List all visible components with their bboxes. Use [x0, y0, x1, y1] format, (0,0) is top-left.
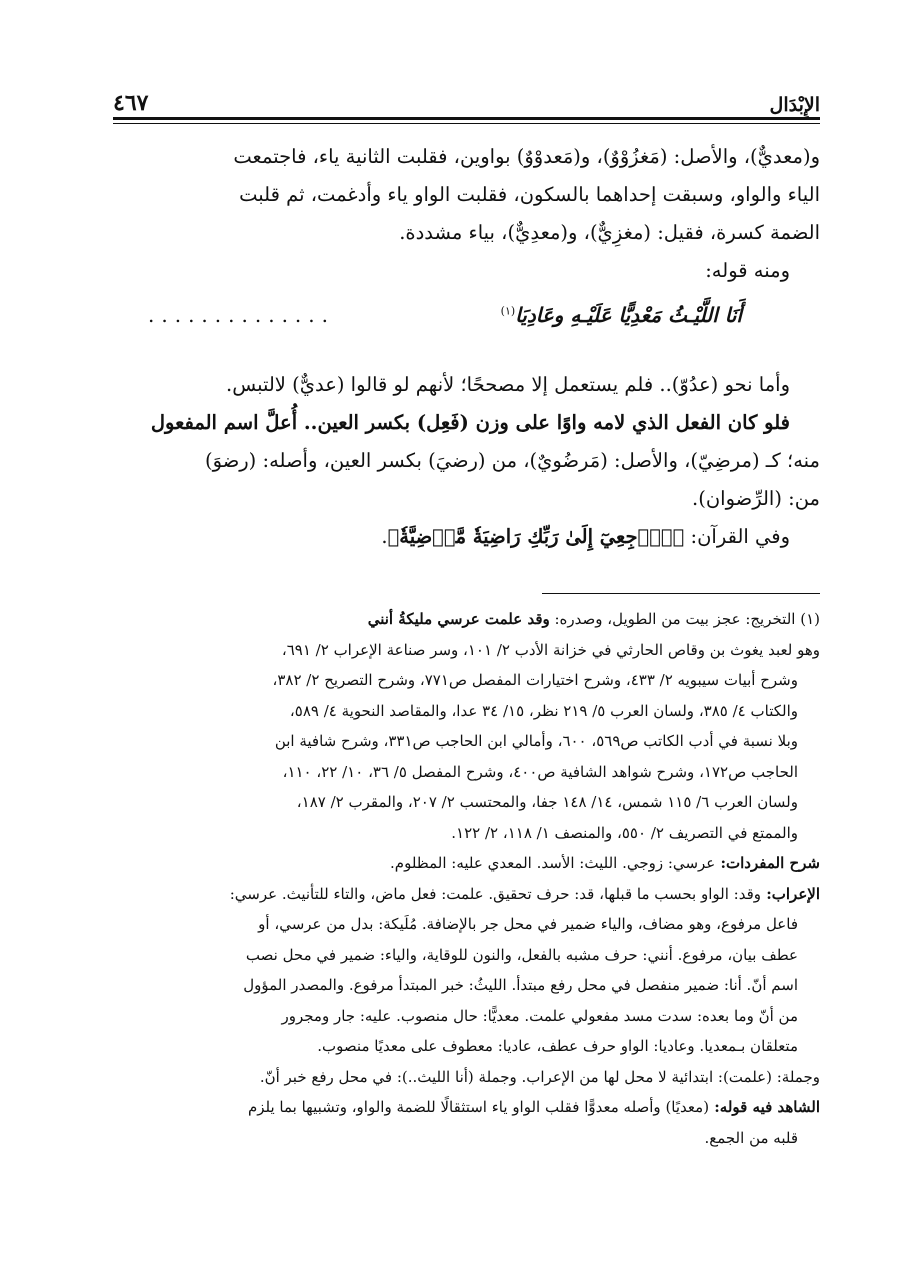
- footnote-separator: [542, 593, 820, 594]
- footnote-line: والممتع في التصريف ٢/ ٥٥٠، والمنصف ١/ ١١٨، ٢/ ١٢٢.: [451, 823, 798, 842]
- paragraph-line: وأما نحو (عدُوّ).. فلم يستعمل إلا مصححًا؛ لأنهم لو قالوا (عديٌّ) لالتبس.: [226, 373, 790, 396]
- footnote-line: متعلقان بـمعديا. وعاديا: الواو حرف عطف، عاديا: معطوف على معديًا منصوب.: [317, 1037, 798, 1055]
- page-number: ٤٦٧: [113, 90, 149, 116]
- quran-intro: وفي القرآن:: [684, 525, 790, 548]
- footnote-line: فاعل مرفوع، وهو مضاف، والياء ضمير في محل جر بالإضافة. مُلَيكة: بدل من عرسي، أو: [258, 915, 798, 933]
- shahid-text: (معديًا) وأصله معدوًّا فقلب الواو ياء استثقالًا للضمة والواو، وتشبيها بما يلزم: [247, 1098, 710, 1116]
- footnote-line: اسم أنّ. أنا: ضمير منفصل في محل رفع مبتدأ. الليثُ: خبر المبتدأ مرفوع. والمصدر المؤول: [243, 976, 798, 994]
- verse-hemistich: [501, 303, 742, 327]
- quran-verse: ﴿ٱرۡجِعِيٓ إِلَىٰ رَبِّكِ رَاضِيَةٗ مَّرۡضِيَّةٗ﴾: [387, 525, 685, 548]
- paragraph-line: منه؛ كـ (مرضِيّ)، والأصل: (مَرضُويٌ)، من (رضيَ) بكسر العين، وأصله: (رضوَ): [205, 449, 820, 472]
- header-rule-thin: [113, 123, 820, 124]
- footnote-marker: (١): [500, 304, 516, 318]
- footnote-line: [113, 848, 820, 879]
- footnote-line: وبلا نسبة في أدب الكاتب ص٥٦٩، ٦٠٠، وأمالي ابن الحاجب ص٣٣١، وشرح شافية ابن: [274, 732, 798, 750]
- paragraph-line: الياء والواو، وسبقت إحداهما بالسكون، فقلبت الواو ياء وأدغمت، ثم قلبت: [239, 183, 820, 206]
- footnote-line: وهو لعبد يغوث بن وقاص الحارثي في خزانة الأدب ٢/ ١٠١، وسر صناعة الإعراب ٢/ ٦٩١،: [281, 640, 820, 659]
- footnote-line: من أنّ وما بعده: سدت مسد مفعولي علمت. معديًّا: حال منصوب. عليه: جار ومجرور: [281, 1006, 798, 1025]
- vocab-text: عرسي: زوجي. الليث: الأسد. المعدي عليه: المظلوم.: [390, 854, 716, 872]
- footnote-line: والكتاب ٤/ ٣٨٥، ولسان العرب ٥/ ٢١٩ نظر، ١٥/ ٣٤ عدا، والمقاصد النحوية ٤/ ٥٨٩،: [289, 701, 798, 720]
- irab-label: الإعراب:: [761, 884, 820, 903]
- footnote-line: قلبه من الجمع.: [704, 1128, 798, 1147]
- footnote-line: [113, 1092, 820, 1123]
- quran-line: [113, 518, 820, 556]
- paragraph-line: ومنه قوله:: [705, 259, 790, 282]
- paragraph-line: من: (الرِّضوان).: [692, 487, 820, 510]
- chapter-title: الإِبْدَال: [769, 94, 820, 116]
- main-text: [113, 138, 820, 290]
- footnote-line: وشرح أبيات سيبويه ٢/ ٤٣٣، وشرح اختيارات المفصل ص٧٧١، وشرح التصريح ٢/ ٣٨٢،: [272, 671, 798, 689]
- paragraph-line-bold: فلو كان الفعل الذي لامه واوًا على وزن (فَعِل) بكسر العين.. أُعلَّ اسم المفعول: [150, 411, 790, 434]
- verse-first-half: وقد علمت عرسي مليكةُ أنني: [367, 610, 550, 628]
- footnote-line: الحاجب ص١٧٢، وشرح شواهد الشافية ص٤٠٠، وشرح المفصل ٥/ ٣٦، ١٠/ ٢٢، ١١٠،: [282, 762, 798, 781]
- paragraph-line: الضمة كسرة، فقيل: (مغزِيٌّ)، و(معدِيٌّ)، بياء مشددة.: [399, 221, 820, 244]
- irab-text: وقد: الواو بحسب ما قبلها، قد: حرف تحقيق. علمت: فعل ماض، والتاء للتأنيث. عرسي:: [229, 884, 761, 903]
- main-text-continued: [113, 366, 820, 556]
- footnote-line: وجملة: (علمت): ابتدائية لا محل لها من الإعراب. وجملة (أنا الليث..): في محل رفع خبر أنّ.: [259, 1067, 820, 1086]
- footnote-label: (١) التخريج: عجز بيت من الطويل، وصدره:: [549, 610, 820, 628]
- footnote-line: ولسان العرب ٦/ ١١٥ شمس، ١٤/ ١٤٨ جفا، والمحتسب ٢/ ٢٠٧، والمقرب ٢/ ١٨٧،: [296, 793, 798, 811]
- poetry-verse: [113, 303, 820, 327]
- shahid-label: الشاهد فيه قوله:: [709, 1098, 820, 1116]
- paragraph-line: و(معديٌّ)، والأصل: (مَغزُوْوٌ)، و(مَعدوْوٌ) بواوين، فقلبت الثانية ياء، فاجتمعت: [233, 145, 820, 168]
- header-rule-thick: [113, 117, 820, 120]
- footnote-line: عطف بيان، مرفوع. أنني: حرف مشبه بالفعل، والنون للوقاية، والياء: ضمير في محل نصب: [245, 945, 798, 964]
- running-header: [113, 82, 820, 116]
- vocab-label: شرح المفردات:: [715, 854, 820, 872]
- footnote-line: [113, 604, 820, 635]
- footnote-line: [113, 879, 820, 910]
- verse-omission-dots: ..............: [148, 303, 336, 327]
- footnotes: [113, 604, 820, 1153]
- period: .: [381, 525, 388, 548]
- verse-text: أَنَا اللَّيْـثُ مَعْدِيًّا عَلَيْـهِ وعَادِيَا: [515, 303, 742, 327]
